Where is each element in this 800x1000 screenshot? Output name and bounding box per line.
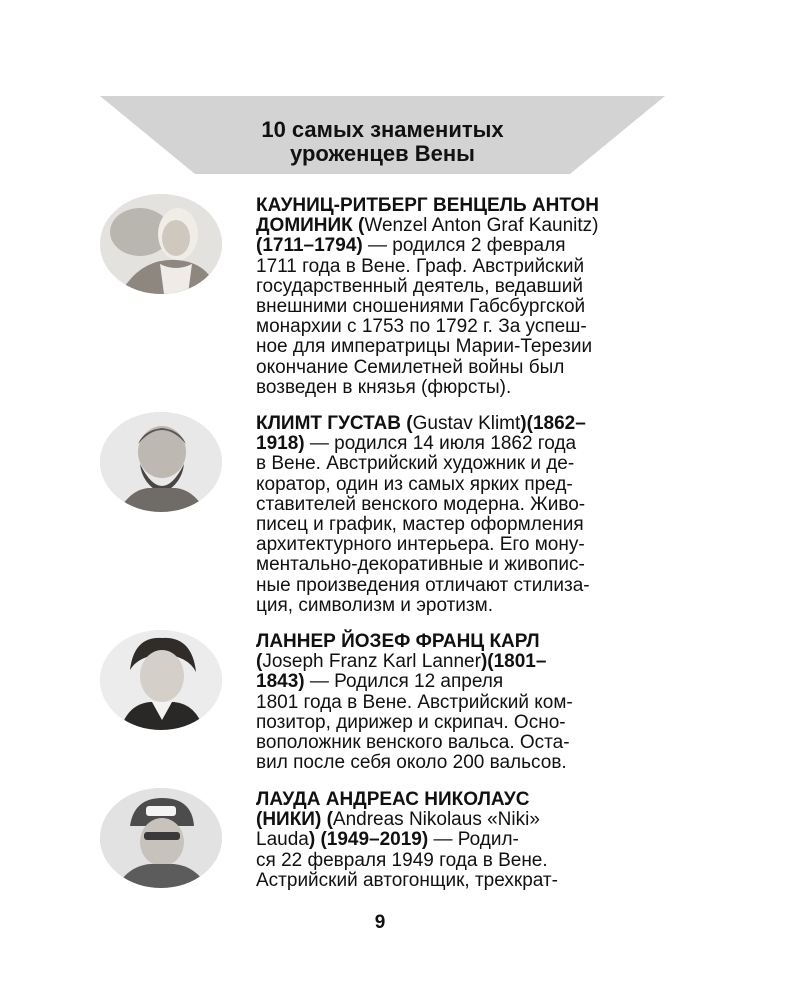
biography-text xyxy=(256,414,674,616)
life-years: ) (1949–2019) xyxy=(308,829,429,851)
chapter-title-line-2: уроженцев Вены xyxy=(290,141,475,166)
bio-line: Астрийский автогонщик, трехкрат- xyxy=(256,869,558,891)
bio-line: внешними сношениями Габсбургской xyxy=(256,296,586,318)
bio-line: писец и график, мастер оформления xyxy=(256,514,584,536)
bio-line: ся 22 февраля 1949 года в Вене. xyxy=(256,849,548,871)
bio-line: возведен в князья (фюрсты). xyxy=(256,376,512,398)
bio-line: государственный деятель, ведавший xyxy=(256,275,584,297)
bio-text-start: — Родил- xyxy=(428,829,519,851)
person-name-ru-cont: ДОМИНИК ( xyxy=(256,215,365,237)
life-years-end: 1843) xyxy=(256,671,305,693)
bio-text-start: — родился 14 июля 1862 года xyxy=(304,433,577,455)
bio-line: позитор, дирижер и скрипач. Осно- xyxy=(256,711,566,733)
bio-line: ставителей венского модерна. Живо- xyxy=(256,493,586,515)
life-years: (1711–1794) xyxy=(256,235,363,257)
person-name-ru: ЛАУДА АНДРЕАС НИКОЛАУС xyxy=(256,789,530,810)
paren: ( xyxy=(321,809,333,831)
person-name-ru: КАУНИЦ-РИТБЕРГ ВЕНЦЕЛЬ АНТОН xyxy=(256,195,599,216)
person-name-latin: Gustav Klimt xyxy=(412,413,521,434)
person-name-latin: Andreas Nikolaus «Niki» xyxy=(332,809,540,831)
bio-line: окончание Семилетней войны был xyxy=(256,356,565,378)
bio-line: 1711 года в Вене. Граф. Австрийский xyxy=(256,255,585,277)
bio-line: воположник венского вальса. Оста- xyxy=(256,732,570,754)
life-years: )(1801– xyxy=(480,651,547,673)
person-name-latin-cont: Lauda xyxy=(256,829,309,851)
person-name-ru: ЛАННЕР ЙОЗЕФ ФРАНЦ КАРЛ xyxy=(256,631,540,652)
biography-text xyxy=(256,196,674,398)
bio-line: ция, символизм и эротизм. xyxy=(256,594,493,616)
bio-line: ное для императрицы Марии-Терезии xyxy=(256,336,593,358)
person-name-latin: Wenzel Anton Graf Kaunitz) xyxy=(364,215,599,237)
bio-line: 1801 года в Вене. Австрийский ком- xyxy=(256,691,573,713)
page-number: 9 xyxy=(374,912,386,933)
chapter-title-line-1: 10 самых знаменитых xyxy=(261,117,504,142)
bio-line: вил после себя около 200 вальсов. xyxy=(256,752,567,774)
chapter-title xyxy=(100,118,665,166)
bio-text-start: — Родился 12 апреля xyxy=(304,671,504,693)
paren: ( xyxy=(256,651,263,673)
bio-line: ментально-декоративные и живопис- xyxy=(256,554,585,576)
bio-line: архитектурного интерьера. Его мону- xyxy=(256,534,585,556)
person-name-latin: Joseph Franz Karl Lanner xyxy=(262,651,481,673)
bio-line: монархии с 1753 по 1792 г. За успеш- xyxy=(256,316,587,338)
portrait-klimt-icon xyxy=(100,412,222,512)
life-years: )(1862– xyxy=(520,413,586,434)
person-name-ru: КЛИМТ ГУСТАВ ( xyxy=(256,413,413,434)
person-nickname: (НИКИ) xyxy=(256,809,322,831)
portrait-lanner-icon xyxy=(100,630,222,730)
bio-text-start: — родился 2 февраля xyxy=(362,235,566,257)
bio-line: в Вене. Австрийский художник и де- xyxy=(256,453,575,475)
bio-line: коратор, один из самых ярких пред- xyxy=(256,473,573,495)
life-years-end: 1918) xyxy=(256,433,305,455)
biography-text xyxy=(256,790,674,891)
chapter-banner xyxy=(100,96,665,174)
portrait-lauda-icon xyxy=(100,788,222,888)
bio-line: ные произведения отличают стилиза- xyxy=(256,574,590,596)
portrait-kaunitz-icon xyxy=(100,194,222,294)
biography-text xyxy=(256,632,674,773)
